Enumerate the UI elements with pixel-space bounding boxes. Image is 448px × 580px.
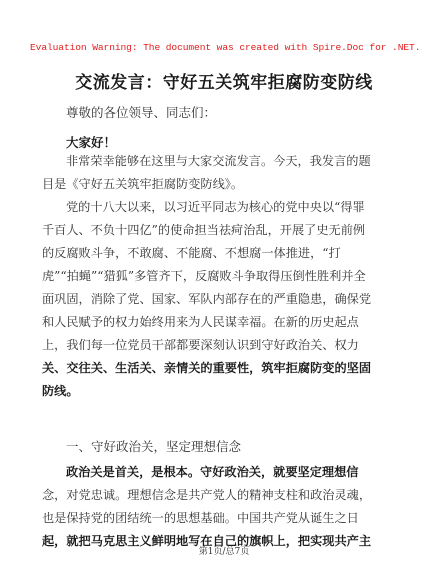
page-footer: 第1页/总7页	[198, 547, 250, 557]
paragraph-line: 千百人、不负十四亿”的使命担当祛疴治乱，开展了史无前例	[42, 223, 366, 237]
paragraph-line: 的反腐败斗争，不敢腐、不能腐、不想腐一体推进，“打	[42, 246, 341, 260]
paragraph-intro	[42, 150, 386, 196]
paragraph-political	[42, 461, 386, 553]
paragraph-line-bold: 政治关是首关，是根本。守好政治关，就要坚定理想信	[66, 465, 359, 479]
paragraph-line: 也是保持党的团结统一的思想基础。中国共产党从诞生之日	[42, 511, 359, 525]
paragraph-line: 上，我们每一位党员干部都要深刻认识到守好政治关、权力	[42, 338, 359, 352]
paragraph-background	[42, 196, 386, 403]
paragraph-line-bold: 防线。	[42, 384, 79, 398]
paragraph-line-bold: 起，就把马克思主义鲜明地写在自己的旗帜上，把实现共产主	[42, 534, 372, 548]
paragraph-line: 非常荣幸能够在这里与大家交流发言。今天，我发言的题	[66, 154, 371, 168]
document-title: 交流发言：守好五关筑牢拒腐防变防线	[75, 73, 373, 93]
paragraph-line: 党的十八大以来，以习近平同志为核心的党中央以“得罪	[66, 200, 365, 214]
paragraph-line: 和人民赋予的权力始终用来为人民谋幸福。在新的历史起点	[42, 315, 359, 329]
section-heading: 一、守好政治关，坚定理想信念	[66, 439, 242, 454]
paragraph-line-bold: 关、交往关、生活关、亲情关的重要性，筑牢拒腐防变的坚固	[42, 361, 372, 375]
greeting: 大家好！	[66, 135, 117, 150]
evaluation-warning: Evaluation Warning: The document was created with Spire.Doc for .NET.	[30, 42, 421, 53]
salutation: 尊敬的各位领导、同志们：	[66, 105, 217, 120]
paragraph-line: 目是《守好五关筑牢拒腐防变防线》。	[42, 177, 244, 191]
paragraph-line: 面巩固，消除了党、国家、军队内部存在的严重隐患，确保党	[42, 292, 372, 306]
paragraph-line: 念，对党忠诚。理想信念是共产党人的精神支柱和政治灵魂，	[42, 488, 372, 502]
paragraph-line: 虎”“拍蝇”“猎狐”多管齐下，反腐败斗争取得压倒性胜利并全	[42, 269, 366, 283]
